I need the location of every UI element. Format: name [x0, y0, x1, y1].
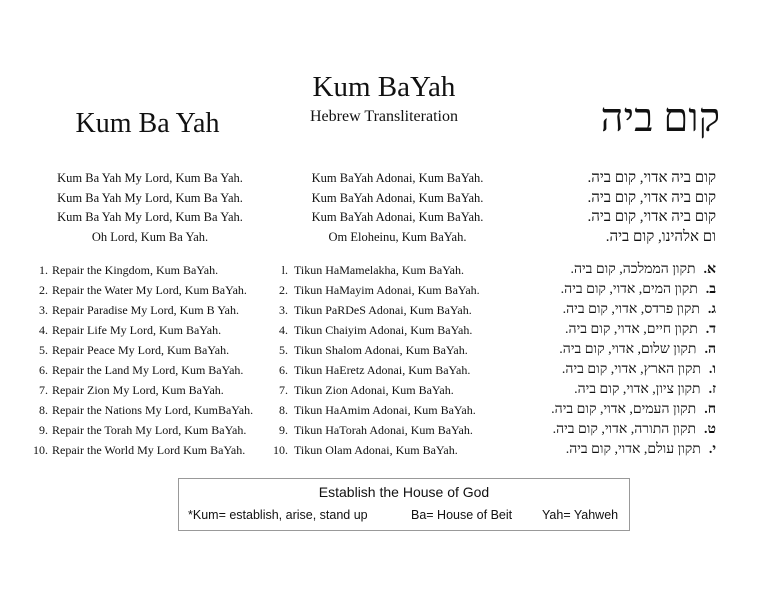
verse-text: תקון התורה, אדוי, קום ביה. [552, 422, 697, 437]
verse-row [30, 320, 275, 340]
verse-text: תקון עולם, אדוי, קום ביה. [565, 442, 701, 457]
verse-number: 6. [39, 363, 48, 377]
verse-row [272, 440, 522, 460]
verse-number: 4. [279, 323, 288, 337]
verse-row [500, 400, 716, 420]
verse-text: Repair Zion My Lord, Kum BaYah. [52, 383, 224, 397]
verse-number: 5. [279, 343, 288, 357]
verse-number: ג. [707, 302, 716, 317]
chorus-line: קום ביה אדוי, קום ביה. [587, 209, 716, 225]
verse-text: Tikun PaRDeS Adonai, Kum BaYah. [294, 303, 472, 317]
verse-row [272, 300, 522, 320]
chorus-line: Kum Ba Yah My Lord, Kum Ba Yah. [57, 210, 243, 224]
verse-text: תקון ציון, אדוי, קום ביה. [574, 382, 701, 397]
verse-row [272, 380, 522, 400]
chorus-hebrew [520, 169, 716, 247]
definition-yah: Yah= Yahweh [542, 508, 619, 522]
verse-text: Tikun HaTorah Adonai, Kum BaYah. [294, 423, 473, 437]
chorus-line: Oh Lord, Kum Ba Yah. [91, 229, 209, 244]
verse-text: Tikun HaMayim Adonai, Kum BaYah. [294, 283, 480, 297]
verse-number: 8. [279, 403, 288, 417]
verse-text: Tikun HaAmim Adonai, Kum BaYah. [294, 403, 476, 417]
verse-row [30, 420, 275, 440]
verse-text: Repair Life My Lord, Kum BaYah. [52, 323, 222, 337]
chorus-line: Kum BaYah Adonai, Kum BaYah. [311, 190, 484, 205]
verses-transliteration [272, 260, 522, 460]
verse-row [500, 260, 716, 280]
verse-row [30, 260, 275, 280]
verse-row [500, 380, 716, 400]
verse-number: א. [703, 262, 716, 277]
verse-row [272, 260, 522, 280]
verse-row [30, 400, 275, 420]
verse-row [272, 320, 522, 340]
verse-text: Repair the Kingdom, Kum BaYah. [52, 263, 219, 277]
verse-number: 2. [279, 283, 288, 297]
verse-number: ד. [705, 322, 716, 337]
verse-row [500, 440, 716, 460]
english-title: Kum Ba Yah [75, 108, 220, 139]
verse-row [30, 440, 275, 460]
verse-number: 7. [39, 383, 48, 397]
verse-text: Repair the Water My Lord, Kum BaYah. [52, 283, 247, 297]
verse-number: 3. [39, 303, 48, 317]
verse-number: ח. [704, 402, 716, 417]
chorus-line: קום ביה אדוי, קום ביה. [587, 189, 716, 206]
verse-text: תקון העמים, אדוי, קום ביה. [551, 402, 697, 417]
verse-row [272, 340, 522, 360]
verse-row [30, 280, 275, 300]
verse-text: Repair the Land My Lord, Kum BaYah. [52, 363, 244, 377]
verse-text: תקון הממלכה, קום ביה. [570, 262, 696, 277]
verse-number: ה. [704, 342, 716, 357]
verse-row [500, 360, 716, 380]
definition-ba: Ba= House of Beit [411, 508, 513, 522]
verse-number: 5. [39, 343, 48, 357]
definitions-box [178, 478, 630, 531]
verse-text: Tikun HaEretz Adonai, Kum BaYah. [294, 363, 471, 377]
verse-row [272, 360, 522, 380]
verse-row [500, 300, 716, 320]
verse-row [30, 360, 275, 380]
verse-row [272, 420, 522, 440]
chorus-line: קום ביה אדוי, קום ביה. [587, 170, 716, 186]
verse-number: 3. [279, 303, 288, 317]
verse-text: Tikun Shalom Adonai, Kum BaYah. [294, 343, 468, 357]
verse-text: תקון שלום, אדוי, קום ביה. [559, 342, 697, 357]
verse-number: l. [281, 263, 288, 277]
verse-number: 1. [39, 263, 48, 277]
verse-number: 9. [279, 423, 288, 437]
chorus-english [40, 169, 260, 247]
verses-hebrew [500, 260, 716, 460]
verse-number: 6. [279, 363, 288, 377]
definitions-title: Establish the House of God [318, 484, 490, 500]
chorus-line: Om Eloheinu, Kum BaYah. [328, 229, 467, 244]
verse-number: 9. [39, 423, 48, 437]
verse-number: 2. [39, 283, 48, 297]
verse-row [272, 280, 522, 300]
verse-row [30, 300, 275, 320]
verse-text: Repair the Nations My Lord, KumBaYah. [52, 403, 254, 417]
verse-text: Repair the World My Lord Kum BaYah. [52, 443, 246, 457]
verse-text: Repair Peace My Lord, Kum BaYah. [52, 343, 230, 357]
verse-number: 8. [39, 403, 48, 417]
verse-text: תקון המים, אדוי, קום ביה. [560, 282, 698, 297]
verse-row [500, 420, 716, 440]
verse-number: ב. [705, 282, 716, 297]
verse-number: י. [708, 442, 716, 457]
verse-number: 4. [39, 323, 48, 337]
verse-text: Tikun Olam Adonai, Kum BaYah. [294, 443, 458, 457]
verse-text: Tikun Zion Adonai, Kum BaYah. [294, 383, 454, 397]
chorus-line: Kum Ba Yah My Lord, Kum Ba Yah. [57, 171, 243, 185]
verse-text: Tikun Chaiyim Adonai, Kum BaYah. [294, 323, 473, 337]
verse-row [30, 340, 275, 360]
verse-row [500, 280, 716, 300]
verse-text: תקון פרדס, אדוי, קום ביה. [562, 302, 700, 317]
verse-text: Tikun HaMamelakha, Kum BaYah. [294, 263, 464, 277]
verse-text: Repair Paradise My Lord, Kum B Yah. [52, 303, 239, 317]
page-title: Kum BaYah [312, 71, 456, 103]
chorus-line: ום אלהינו, קום ביה. [605, 228, 716, 245]
chorus-line: Kum BaYah Adonai, Kum BaYah. [311, 171, 484, 185]
verse-row [30, 380, 275, 400]
verse-number: 10. [273, 443, 288, 457]
hebrew-title: קום ביה [600, 95, 720, 140]
verse-text: תקון חיים, אדוי, קום ביה. [565, 322, 698, 337]
verse-number: ז. [708, 382, 716, 397]
chorus-line: Kum BaYah Adonai, Kum BaYah. [311, 210, 484, 224]
verse-row [272, 400, 522, 420]
verse-number: 10. [33, 443, 48, 457]
definition-kum: *Kum= establish, arise, stand up [188, 508, 368, 522]
verse-text: תקון הארץ, אדוי, קום ביה. [561, 362, 701, 377]
verse-number: ט. [704, 422, 716, 437]
verse-row [500, 340, 716, 360]
verse-text: Repair the Torah My Lord, Kum BaYah. [52, 423, 247, 437]
verse-row [500, 320, 716, 340]
chorus-line: Kum Ba Yah My Lord, Kum Ba Yah. [57, 190, 243, 205]
verses-english [30, 260, 275, 460]
verse-number: 7. [279, 383, 288, 397]
page-subtitle: Hebrew Transliteration [310, 108, 458, 125]
chorus-transliteration [285, 169, 510, 247]
verse-number: ו. [708, 362, 716, 377]
